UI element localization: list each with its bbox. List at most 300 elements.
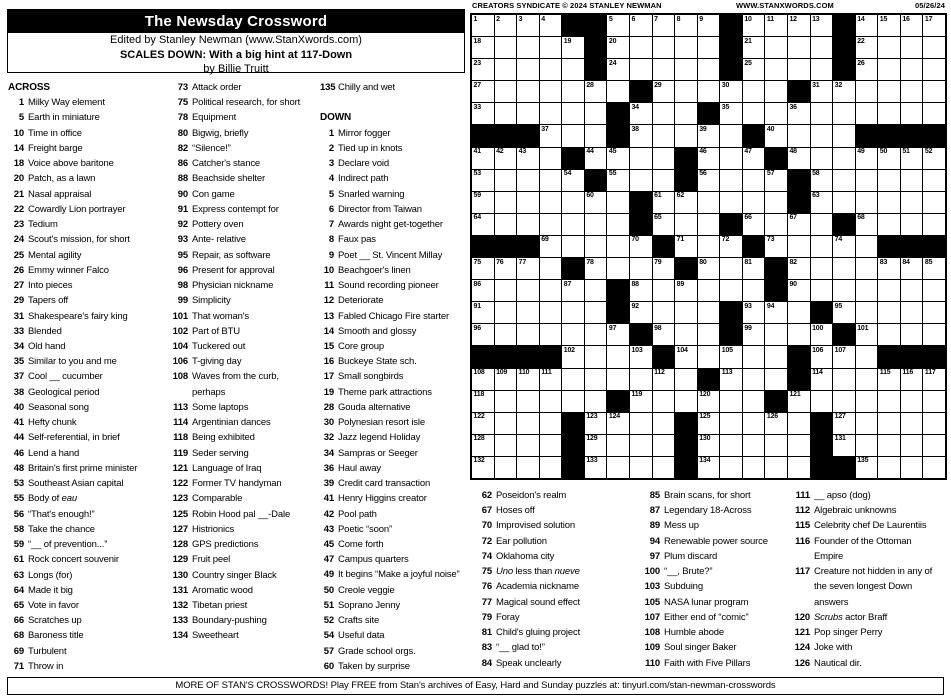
grid-cell[interactable]: [901, 413, 923, 434]
grid-cell[interactable]: [698, 280, 720, 301]
grid-cell[interactable]: [901, 391, 923, 412]
grid-cell[interactable]: [811, 37, 833, 58]
grid-cell[interactable]: [540, 148, 562, 169]
grid-cell[interactable]: [923, 391, 945, 412]
grid-cell[interactable]: [833, 170, 855, 191]
grid-cell[interactable]: [585, 125, 607, 146]
grid-cell[interactable]: [607, 258, 629, 279]
grid-cell[interactable]: [653, 148, 675, 169]
grid-cell[interactable]: [923, 413, 945, 434]
grid-cell[interactable]: [923, 369, 945, 390]
grid-cell[interactable]: [856, 324, 878, 345]
grid-cell[interactable]: [495, 192, 517, 213]
grid-cell[interactable]: [811, 125, 833, 146]
grid-cell[interactable]: [901, 37, 923, 58]
grid-cell[interactable]: [517, 170, 539, 191]
grid-cell[interactable]: [901, 258, 923, 279]
grid-cell[interactable]: [653, 435, 675, 456]
grid-cell[interactable]: [878, 413, 900, 434]
grid-cell[interactable]: [720, 125, 742, 146]
grid-cell[interactable]: [698, 391, 720, 412]
grid-cell[interactable]: [856, 258, 878, 279]
grid-cell[interactable]: [585, 280, 607, 301]
grid-cell[interactable]: [878, 435, 900, 456]
grid-cell[interactable]: [585, 236, 607, 257]
grid-cell[interactable]: [743, 192, 765, 213]
grid-cell[interactable]: [765, 214, 787, 235]
grid-cell[interactable]: [675, 391, 697, 412]
grid-cell[interactable]: [585, 324, 607, 345]
grid-cell[interactable]: [585, 435, 607, 456]
grid-cell[interactable]: [923, 15, 945, 36]
grid-cell[interactable]: [585, 369, 607, 390]
grid-cell[interactable]: [878, 15, 900, 36]
grid-cell[interactable]: [923, 103, 945, 124]
grid-cell[interactable]: [495, 391, 517, 412]
grid-cell[interactable]: [495, 59, 517, 80]
grid-cell[interactable]: [765, 346, 787, 367]
grid-cell[interactable]: [901, 457, 923, 478]
grid-cell[interactable]: [630, 15, 652, 36]
grid-cell[interactable]: [653, 302, 675, 323]
grid-cell[interactable]: [562, 103, 584, 124]
grid-cell[interactable]: [901, 103, 923, 124]
grid-cell[interactable]: [495, 81, 517, 102]
grid-cell[interactable]: [540, 125, 562, 146]
grid-cell[interactable]: [923, 457, 945, 478]
grid-cell[interactable]: [495, 457, 517, 478]
grid-cell[interactable]: [743, 280, 765, 301]
grid-cell[interactable]: [630, 302, 652, 323]
grid-cell[interactable]: [856, 214, 878, 235]
grid-cell[interactable]: [901, 214, 923, 235]
grid-cell[interactable]: [901, 280, 923, 301]
grid-cell[interactable]: [878, 457, 900, 478]
grid-cell[interactable]: [765, 37, 787, 58]
grid-cell[interactable]: [765, 236, 787, 257]
grid-cell[interactable]: [495, 15, 517, 36]
grid-cell[interactable]: [540, 103, 562, 124]
grid-cell[interactable]: [856, 435, 878, 456]
grid-cell[interactable]: [811, 346, 833, 367]
grid-cell[interactable]: [811, 15, 833, 36]
grid-cell[interactable]: [630, 148, 652, 169]
grid-cell[interactable]: [495, 170, 517, 191]
grid-cell[interactable]: [811, 170, 833, 191]
grid-cell[interactable]: [630, 125, 652, 146]
grid-cell[interactable]: [630, 59, 652, 80]
grid-cell[interactable]: [540, 214, 562, 235]
grid-cell[interactable]: [743, 435, 765, 456]
grid-cell[interactable]: [517, 258, 539, 279]
grid-cell[interactable]: [720, 457, 742, 478]
grid-cell[interactable]: [811, 236, 833, 257]
grid-cell[interactable]: [562, 125, 584, 146]
grid-cell[interactable]: [856, 81, 878, 102]
grid-cell[interactable]: [833, 258, 855, 279]
grid-cell[interactable]: [653, 413, 675, 434]
grid-cell[interactable]: [495, 324, 517, 345]
grid-cell[interactable]: [698, 148, 720, 169]
grid-cell[interactable]: [653, 369, 675, 390]
grid-cell[interactable]: [923, 81, 945, 102]
grid-cell[interactable]: [653, 125, 675, 146]
grid-cell[interactable]: [698, 324, 720, 345]
grid-cell[interactable]: [653, 391, 675, 412]
grid-cell[interactable]: [698, 192, 720, 213]
grid-cell[interactable]: [765, 125, 787, 146]
grid-cell[interactable]: [923, 37, 945, 58]
grid-cell[interactable]: [675, 59, 697, 80]
grid-cell[interactable]: [788, 391, 810, 412]
grid-cell[interactable]: [833, 125, 855, 146]
grid-cell[interactable]: [517, 192, 539, 213]
grid-cell[interactable]: [562, 214, 584, 235]
grid-cell[interactable]: [788, 214, 810, 235]
grid-cell[interactable]: [743, 413, 765, 434]
grid-cell[interactable]: [856, 346, 878, 367]
grid-cell[interactable]: [788, 324, 810, 345]
grid-cell[interactable]: [562, 37, 584, 58]
grid-cell[interactable]: [811, 103, 833, 124]
grid-cell[interactable]: [765, 435, 787, 456]
grid-cell[interactable]: [698, 81, 720, 102]
grid-cell[interactable]: [698, 15, 720, 36]
grid-cell[interactable]: [901, 324, 923, 345]
grid-cell[interactable]: [653, 81, 675, 102]
grid-cell[interactable]: [720, 103, 742, 124]
grid-cell[interactable]: [788, 103, 810, 124]
grid-cell[interactable]: [856, 15, 878, 36]
grid-cell[interactable]: [878, 103, 900, 124]
grid-cell[interactable]: [923, 258, 945, 279]
grid-cell[interactable]: [720, 81, 742, 102]
grid-cell[interactable]: [788, 15, 810, 36]
grid-cell[interactable]: [517, 37, 539, 58]
grid-cell[interactable]: [585, 413, 607, 434]
grid-cell[interactable]: [607, 457, 629, 478]
grid-cell[interactable]: [540, 435, 562, 456]
grid-cell[interactable]: [472, 37, 494, 58]
grid-cell[interactable]: [675, 15, 697, 36]
grid-cell[interactable]: [788, 435, 810, 456]
grid-cell[interactable]: [585, 192, 607, 213]
grid-cell[interactable]: [630, 369, 652, 390]
grid-cell[interactable]: [901, 170, 923, 191]
grid-cell[interactable]: [720, 391, 742, 412]
grid-cell[interactable]: [495, 413, 517, 434]
grid-cell[interactable]: [585, 258, 607, 279]
grid-cell[interactable]: [788, 258, 810, 279]
grid-cell[interactable]: [585, 346, 607, 367]
grid-cell[interactable]: [833, 192, 855, 213]
grid-cell[interactable]: [653, 59, 675, 80]
grid-cell[interactable]: [743, 81, 765, 102]
grid-cell[interactable]: [856, 457, 878, 478]
grid-cell[interactable]: [540, 192, 562, 213]
grid-cell[interactable]: [607, 214, 629, 235]
grid-cell[interactable]: [562, 346, 584, 367]
grid-cell[interactable]: [698, 302, 720, 323]
grid-cell[interactable]: [698, 59, 720, 80]
grid-cell[interactable]: [720, 435, 742, 456]
grid-cell[interactable]: [585, 391, 607, 412]
grid-cell[interactable]: [833, 236, 855, 257]
grid-cell[interactable]: [517, 302, 539, 323]
grid-cell[interactable]: [901, 59, 923, 80]
grid-cell[interactable]: [540, 457, 562, 478]
grid-cell[interactable]: [653, 258, 675, 279]
grid-cell[interactable]: [788, 302, 810, 323]
grid-cell[interactable]: [675, 369, 697, 390]
grid-cell[interactable]: [630, 170, 652, 191]
grid-cell[interactable]: [675, 103, 697, 124]
grid-cell[interactable]: [878, 192, 900, 213]
grid-cell[interactable]: [765, 324, 787, 345]
grid-cell[interactable]: [811, 369, 833, 390]
grid-cell[interactable]: [675, 37, 697, 58]
grid-cell[interactable]: [698, 258, 720, 279]
grid-cell[interactable]: [585, 103, 607, 124]
grid-cell[interactable]: [833, 435, 855, 456]
grid-cell[interactable]: [607, 346, 629, 367]
grid-cell[interactable]: [856, 148, 878, 169]
grid-cell[interactable]: [495, 435, 517, 456]
grid-cell[interactable]: [653, 170, 675, 191]
grid-cell[interactable]: [517, 457, 539, 478]
grid-cell[interactable]: [675, 324, 697, 345]
grid-cell[interactable]: [878, 324, 900, 345]
grid-cell[interactable]: [585, 214, 607, 235]
grid-cell[interactable]: [517, 280, 539, 301]
grid-cell[interactable]: [878, 391, 900, 412]
grid-cell[interactable]: [878, 81, 900, 102]
grid-cell[interactable]: [743, 302, 765, 323]
grid-cell[interactable]: [540, 236, 562, 257]
grid-cell[interactable]: [517, 103, 539, 124]
grid-cell[interactable]: [923, 192, 945, 213]
grid-cell[interactable]: [901, 148, 923, 169]
grid-cell[interactable]: [698, 457, 720, 478]
grid-cell[interactable]: [811, 214, 833, 235]
grid-cell[interactable]: [517, 369, 539, 390]
grid-cell[interactable]: [765, 192, 787, 213]
grid-cell[interactable]: [540, 302, 562, 323]
grid-cell[interactable]: [743, 15, 765, 36]
grid-cell[interactable]: [811, 81, 833, 102]
grid-cell[interactable]: [653, 280, 675, 301]
grid-cell[interactable]: [765, 103, 787, 124]
grid-cell[interactable]: [495, 37, 517, 58]
grid-cell[interactable]: [698, 125, 720, 146]
grid-cell[interactable]: [495, 280, 517, 301]
grid-cell[interactable]: [720, 170, 742, 191]
grid-cell[interactable]: [856, 369, 878, 390]
grid-cell[interactable]: [878, 214, 900, 235]
grid-cell[interactable]: [495, 103, 517, 124]
grid-cell[interactable]: [675, 236, 697, 257]
grid-cell[interactable]: [901, 369, 923, 390]
grid-cell[interactable]: [698, 236, 720, 257]
grid-cell[interactable]: [720, 413, 742, 434]
grid-cell[interactable]: [923, 435, 945, 456]
grid-cell[interactable]: [901, 81, 923, 102]
grid-cell[interactable]: [653, 457, 675, 478]
grid-cell[interactable]: [630, 413, 652, 434]
grid-cell[interactable]: [517, 391, 539, 412]
grid-cell[interactable]: [856, 391, 878, 412]
grid-cell[interactable]: [923, 59, 945, 80]
grid-cell[interactable]: [630, 457, 652, 478]
grid-cell[interactable]: [856, 170, 878, 191]
grid-cell[interactable]: [878, 170, 900, 191]
grid-cell[interactable]: [607, 192, 629, 213]
grid-cell[interactable]: [901, 15, 923, 36]
grid-cell[interactable]: [901, 435, 923, 456]
grid-cell[interactable]: [675, 214, 697, 235]
grid-cell[interactable]: [901, 192, 923, 213]
grid-cell[interactable]: [720, 236, 742, 257]
grid-cell[interactable]: [923, 170, 945, 191]
grid-cell[interactable]: [720, 280, 742, 301]
grid-cell[interactable]: [901, 302, 923, 323]
grid-cell[interactable]: [788, 37, 810, 58]
grid-cell[interactable]: [540, 81, 562, 102]
grid-cell[interactable]: [743, 391, 765, 412]
grid-cell[interactable]: [607, 15, 629, 36]
grid-cell[interactable]: [856, 236, 878, 257]
grid-cell[interactable]: [653, 214, 675, 235]
grid-cell[interactable]: [856, 37, 878, 58]
grid-cell[interactable]: [517, 148, 539, 169]
grid-cell[interactable]: [495, 369, 517, 390]
grid-cell[interactable]: [698, 214, 720, 235]
grid-cell[interactable]: [630, 280, 652, 301]
grid-cell[interactable]: [585, 148, 607, 169]
grid-cell[interactable]: [540, 369, 562, 390]
grid-cell[interactable]: [743, 148, 765, 169]
grid-cell[interactable]: [630, 103, 652, 124]
grid-cell[interactable]: [856, 192, 878, 213]
grid-cell[interactable]: [607, 236, 629, 257]
grid-cell[interactable]: [540, 280, 562, 301]
grid-cell[interactable]: [675, 280, 697, 301]
grid-cell[interactable]: [698, 435, 720, 456]
grid-cell[interactable]: [720, 369, 742, 390]
grid-cell[interactable]: [788, 125, 810, 146]
grid-cell[interactable]: [833, 346, 855, 367]
grid-cell[interactable]: [765, 369, 787, 390]
grid-cell[interactable]: [856, 302, 878, 323]
grid-cell[interactable]: [743, 258, 765, 279]
grid-cell[interactable]: [923, 214, 945, 235]
grid-cell[interactable]: [856, 59, 878, 80]
grid-cell[interactable]: [743, 59, 765, 80]
grid-cell[interactable]: [495, 148, 517, 169]
grid-cell[interactable]: [517, 214, 539, 235]
grid-cell[interactable]: [495, 302, 517, 323]
grid-cell[interactable]: [517, 413, 539, 434]
grid-cell[interactable]: [788, 148, 810, 169]
grid-cell[interactable]: [856, 280, 878, 301]
grid-cell[interactable]: [856, 103, 878, 124]
grid-cell[interactable]: [540, 258, 562, 279]
grid-cell[interactable]: [517, 15, 539, 36]
grid-cell[interactable]: [540, 59, 562, 80]
grid-cell[interactable]: [698, 346, 720, 367]
grid-cell[interactable]: [675, 192, 697, 213]
grid-cell[interactable]: [607, 37, 629, 58]
grid-cell[interactable]: [698, 170, 720, 191]
grid-cell[interactable]: [562, 236, 584, 257]
grid-cell[interactable]: [788, 59, 810, 80]
grid-cell[interactable]: [653, 15, 675, 36]
grid-cell[interactable]: [811, 280, 833, 301]
grid-cell[interactable]: [923, 148, 945, 169]
grid-cell[interactable]: [540, 391, 562, 412]
grid-cell[interactable]: [743, 103, 765, 124]
grid-cell[interactable]: [585, 457, 607, 478]
grid-cell[interactable]: [540, 37, 562, 58]
grid-cell[interactable]: [878, 258, 900, 279]
grid-cell[interactable]: [562, 302, 584, 323]
grid-cell[interactable]: [765, 81, 787, 102]
grid-cell[interactable]: [811, 192, 833, 213]
grid-cell[interactable]: [540, 15, 562, 36]
grid-cell[interactable]: [540, 170, 562, 191]
grid-cell[interactable]: [517, 435, 539, 456]
grid-cell[interactable]: [675, 302, 697, 323]
grid-cell[interactable]: [562, 369, 584, 390]
grid-cell[interactable]: [765, 302, 787, 323]
grid-cell[interactable]: [788, 280, 810, 301]
grid-cell[interactable]: [630, 346, 652, 367]
grid-cell[interactable]: [788, 457, 810, 478]
grid-cell[interactable]: [630, 236, 652, 257]
grid-cell[interactable]: [765, 457, 787, 478]
grid-cell[interactable]: [743, 37, 765, 58]
grid-cell[interactable]: [788, 413, 810, 434]
grid-cell[interactable]: [743, 369, 765, 390]
grid-cell[interactable]: [833, 103, 855, 124]
grid-cell[interactable]: [517, 324, 539, 345]
grid-cell[interactable]: [878, 59, 900, 80]
grid-cell[interactable]: [811, 324, 833, 345]
grid-cell[interactable]: [765, 413, 787, 434]
grid-cell[interactable]: [743, 346, 765, 367]
grid-cell[interactable]: [675, 125, 697, 146]
grid-cell[interactable]: [720, 192, 742, 213]
grid-cell[interactable]: [878, 37, 900, 58]
grid-cell[interactable]: [698, 37, 720, 58]
grid-cell[interactable]: [743, 457, 765, 478]
grid-cell[interactable]: [630, 435, 652, 456]
grid-cell[interactable]: [562, 59, 584, 80]
grid-cell[interactable]: [765, 15, 787, 36]
grid-cell[interactable]: [833, 81, 855, 102]
grid-cell[interactable]: [630, 391, 652, 412]
grid-cell[interactable]: [743, 170, 765, 191]
grid-cell[interactable]: [562, 170, 584, 191]
grid-cell[interactable]: [811, 391, 833, 412]
grid-cell[interactable]: [788, 236, 810, 257]
grid-cell[interactable]: [472, 15, 494, 36]
grid-cell[interactable]: [833, 391, 855, 412]
grid-cell[interactable]: [878, 148, 900, 169]
grid-cell[interactable]: [653, 192, 675, 213]
grid-cell[interactable]: [517, 59, 539, 80]
grid-cell[interactable]: [743, 324, 765, 345]
